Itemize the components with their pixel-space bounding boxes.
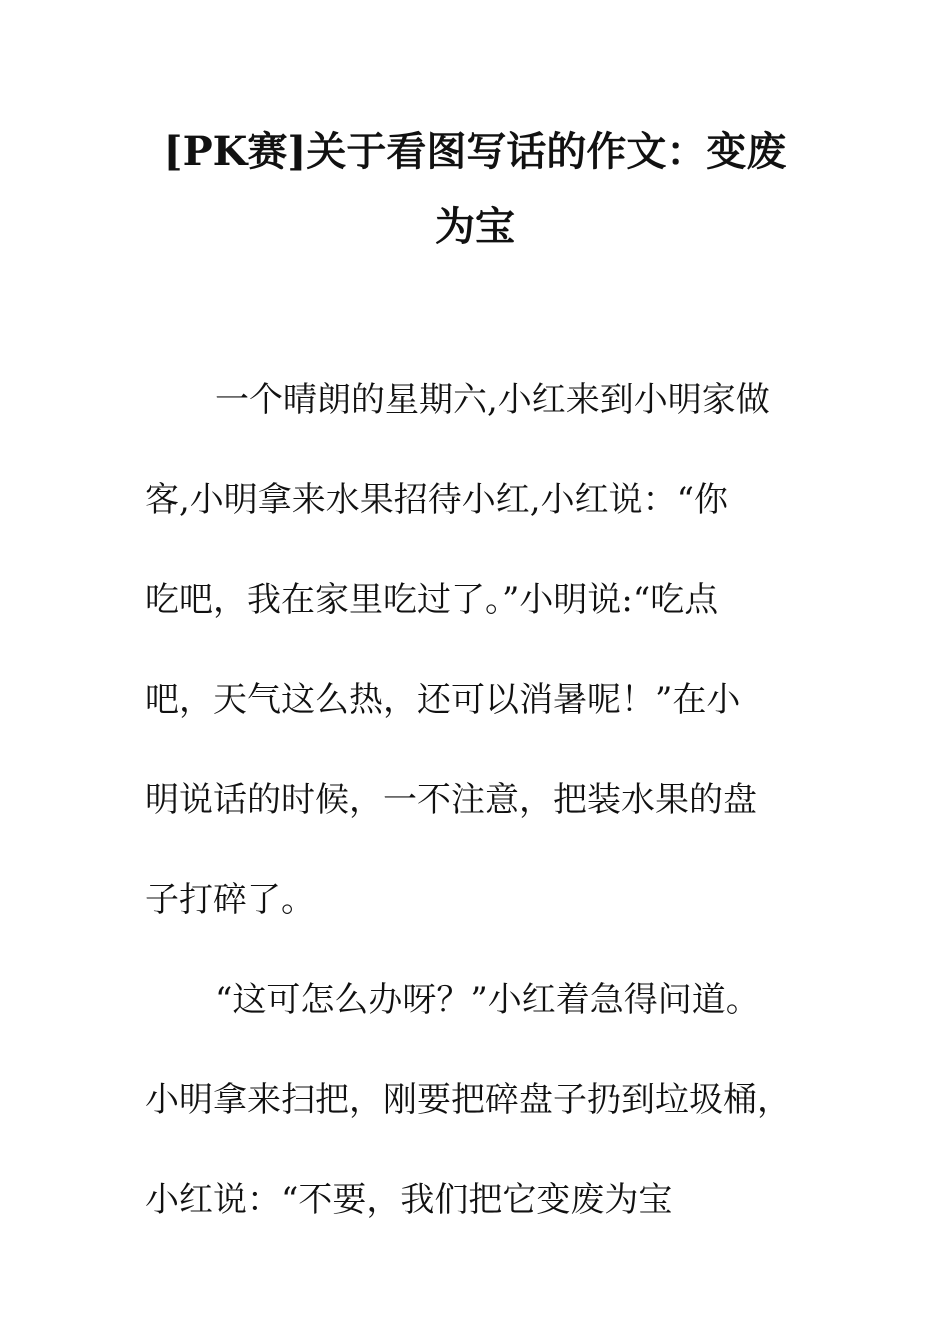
document-title-line-2: 为宝 [435,203,515,250]
paragraph-1-line-5: 明说话的时候，一不注意，把装水果的盘 [145,780,757,820]
paragraph-1-line-1: 一个晴朗的星期六,小红来到小明家做 [215,380,770,420]
paragraph-1-line-6: 子打碎了。 [145,880,315,920]
paragraph-2-line-2: 小明拿来扫把，刚要把碎盘子扔到垃圾桶， [145,1080,791,1120]
paragraph-1-line-3: 吃吧，我在家里吃过了。”小明说:“吃点 [145,580,719,620]
paragraph-1-line-4: 吧，天气这么热，还可以消暑呢！”在小 [145,680,741,720]
document-title-line-1: [PK赛]关于看图写话的作文：变废 [163,128,787,175]
paragraph-2-line-1: “这可怎么办呀？”小红着急得问道。 [215,980,760,1020]
paragraph-1-line-2: 客,小明拿来水果招待小红,小红说：“你 [145,480,728,520]
paragraph-2-line-3: 小红说：“不要，我们把它变废为宝 [145,1180,673,1220]
